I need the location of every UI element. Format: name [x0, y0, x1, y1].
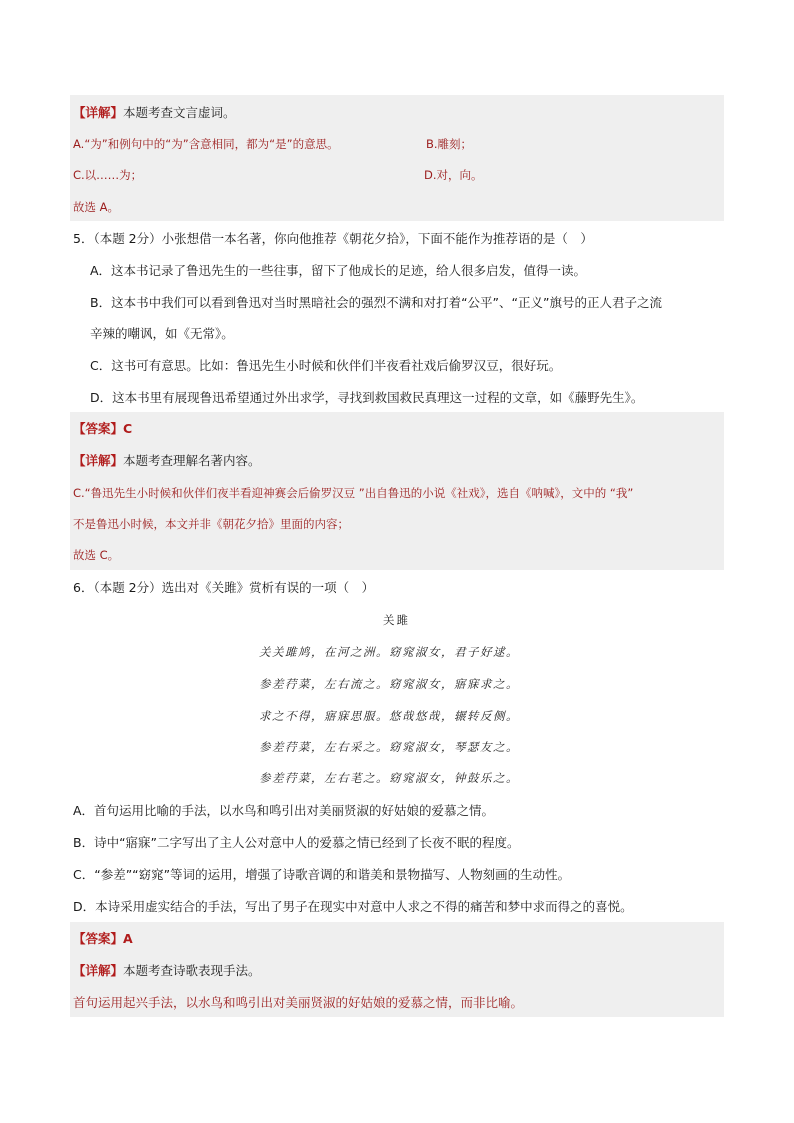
- detail-line: [73, 452, 261, 470]
- detail-line: [73, 962, 261, 980]
- q6-option-d: D．本诗采用虚实结合的手法，写出了男子在现实中对意中人求之不得的痛苦和梦中求而得之的喜悦。: [73, 899, 633, 914]
- poem-title: 关雎: [383, 613, 410, 627]
- q5-option-a: A．这本书记录了鲁迅先生的一些往事，留下了他成长的足迹，给人很多启发，值得一读。: [90, 263, 587, 278]
- q6-stem: 6．（本题 2分）选出对《关雎》赏析有误的一项（ ）: [73, 580, 375, 595]
- answer-tag: 【答案】: [73, 421, 124, 436]
- q5-option-d: D．这本书里有展现鲁迅希望通过外出求学，寻找到救国救民真理这一过程的文章，如《藤野先生》。: [90, 390, 644, 405]
- detail-tag: 【详解】: [73, 963, 124, 978]
- answer-value: A: [123, 931, 133, 946]
- q5-option-c: C．这书可有意思。比如：鲁迅先生小时候和伙伴们半夜看社戏后偷罗汉豆，很好玩。: [90, 358, 562, 373]
- poem-line: 参差荇菜，左右采之。窈窕淑女，琴瑟友之。: [259, 740, 519, 754]
- q6-option-c: C．“参差”“窈窕”等词的运用，增强了诗歌音调的和谐美和景物描写、人物刻画的生动性。: [73, 867, 571, 882]
- detail-line: [73, 104, 236, 122]
- explain-item-b: B.雕刻；: [426, 137, 473, 151]
- poem-line: 参差荇菜，左右流之。窈窕淑女，寤寐求之。: [259, 677, 519, 691]
- detail-text: 本题考查理解名著内容。: [123, 453, 261, 468]
- explain-line-1: C.“鲁迅先生小时候和伙伴们夜半看迎神赛会后偷罗汉豆 ”出自鲁迅的小说《社戏》，选自《呐喊》，文中的 “我”: [73, 486, 634, 500]
- detail-tag: 【详解】: [73, 105, 124, 120]
- explain-line: 首句运用起兴手法，以水鸟和鸣引出对美丽贤淑的好姑娘的爱慕之情，而非比喻。: [73, 995, 524, 1010]
- explain-item-a: A.“为”和例句中的“为”含意相同，都为“是”的意思。: [73, 137, 339, 151]
- explain-line-2: 不是鲁迅小时候，本文并非《朝花夕拾》里面的内容；: [73, 517, 349, 531]
- q5-option-b-cont: 辛辣的嘲讽，如《无常》。: [90, 326, 234, 341]
- q5-stem: 5．（本题 2分）小张想借一本名著，你向他推荐《朝花夕拾》，下面不能作为推荐语的是（ ）: [73, 231, 593, 246]
- detail-text: 本题考查文言虚词。: [123, 105, 236, 120]
- poem-line: 关关雎鸠，在河之洲。窈窕淑女，君子好逑。: [259, 645, 519, 659]
- detail-tag: 【详解】: [73, 453, 124, 468]
- q6-option-b: B．诗中“寤寐”二字写出了主人公对意中人的爱慕之情已经到了长夜不眠的程度。: [73, 835, 520, 850]
- q6-option-a: A．首句运用比喻的手法，以水鸟和鸣引出对美丽贤淑的好姑娘的爱慕之情。: [73, 803, 495, 818]
- answer-line: [73, 930, 133, 948]
- answer-tag: 【答案】: [73, 931, 124, 946]
- explain-item-c: C.以……为；: [73, 168, 143, 182]
- choice-line: 故选 A。: [73, 200, 120, 214]
- answer-line: [73, 420, 132, 438]
- q5-option-b: B．这本书中我们可以看到鲁迅对当时黑暗社会的强烈不满和对打着“公平”、“正义”旗号的正人君子之流: [90, 295, 662, 310]
- answer-value: C: [123, 421, 133, 436]
- poem-line: 求之不得，寤寐思服。悠哉悠哉，辗转反侧。: [259, 709, 519, 723]
- explain-item-d: D.对，向。: [424, 168, 483, 182]
- choice-line: 故选 C。: [73, 548, 120, 562]
- poem-line: 参差荇菜，左右芼之。窈窕淑女，钟鼓乐之。: [259, 771, 519, 785]
- detail-text: 本题考查诗歌表现手法。: [123, 963, 261, 978]
